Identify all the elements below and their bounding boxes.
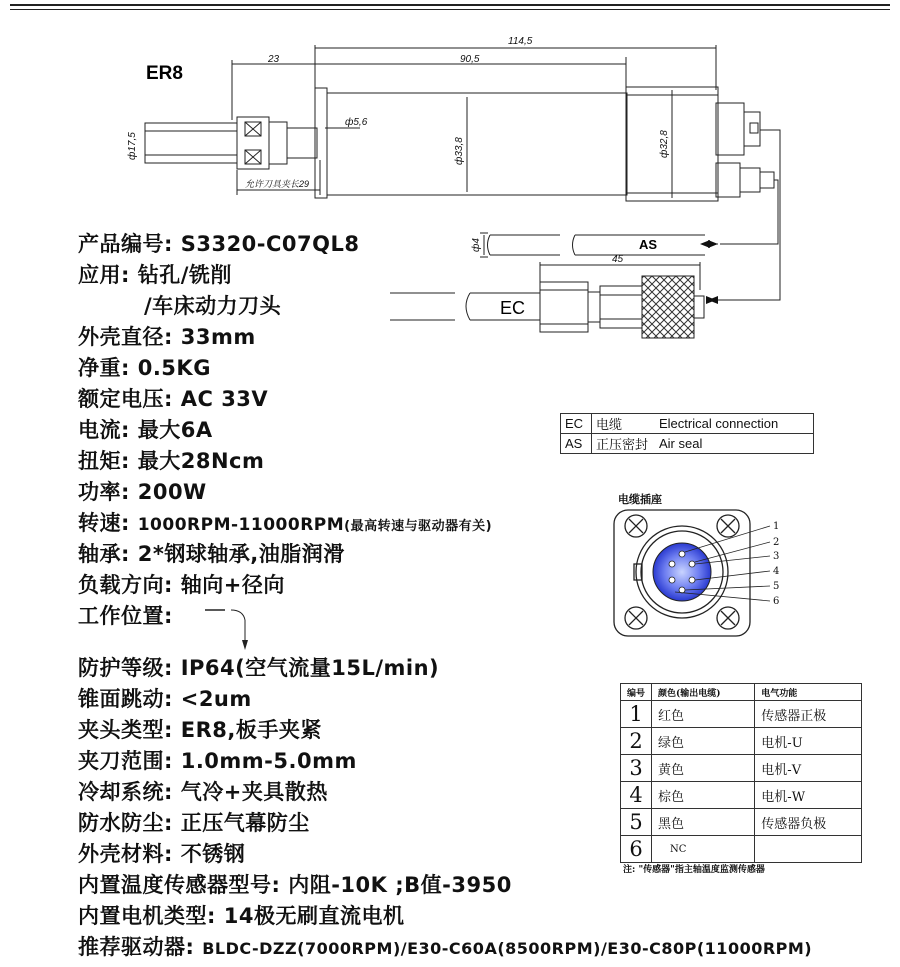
spec-row: 扭矩: 最大28Ncm — [78, 449, 265, 473]
spec-row: 夹刀范围: 1.0mm-5.0mm — [78, 749, 357, 773]
dim-body-dia: ф33,8 — [454, 137, 465, 165]
spec-row: 功率: 200W — [78, 480, 207, 504]
spec-row: 防护等级: IP64(空气流量15L/min) — [78, 656, 440, 680]
spec-row: 外壳直径: 33mm — [78, 325, 256, 349]
header-color: 颜色(输出电缆) — [652, 684, 755, 701]
pin-label-5: 5 — [773, 581, 780, 592]
dim-overall: 114,5 — [508, 36, 533, 47]
pin-label-4: 4 — [773, 566, 780, 577]
legend-code: EC — [561, 414, 592, 434]
legend-cn: 电缆 — [592, 414, 656, 434]
connector-title: 电缆插座 — [618, 493, 662, 506]
table-row: 3 黄色 电机-V — [621, 755, 862, 782]
pin-assignment-table — [620, 683, 862, 863]
spec-row: 推荐驱动器: BLDC-DZZ(7000RPM)/E30-C60A(8500RPM)/E30-C80P(11000RPM) — [78, 935, 813, 959]
table-row: 4 棕色 电机-W — [621, 782, 862, 809]
spec-row: 防水防尘: 正压气幕防尘 — [78, 811, 310, 835]
spec-row: 锥面跳动: <2um — [78, 687, 252, 711]
spec-row: 转速: 1000RPM-11000RPM(最高转速与驱动器有关) — [78, 511, 493, 535]
legend-en: Air seal — [655, 434, 814, 454]
spec-row: 轴承: 2*钢球轴承,油脂润滑 — [78, 542, 345, 566]
table-row: 2 绿色 电机-U — [621, 728, 862, 755]
spec-row: 额定电压: AC 33V — [78, 387, 269, 411]
table-row: 5 黑色 传感器负极 — [621, 809, 862, 836]
pin-table-note: 注: "传感器"指主轴温度监测传感器 — [623, 865, 765, 875]
pin-label-1: 1 — [773, 521, 780, 532]
pin-table-header — [621, 684, 862, 701]
pin-label-6: 6 — [773, 596, 780, 607]
header-func: 电气功能 — [755, 684, 862, 701]
connection-legend — [560, 413, 814, 454]
speed-note: (最高转速与驱动器有关) — [344, 519, 493, 534]
label-ec: EC — [500, 298, 526, 318]
spec-row: 产品编号: S3320-C07QL8 — [78, 232, 360, 256]
legend-en: Electrical connection — [655, 414, 814, 434]
spec-row: 冷却系统: 气冷+夹具散热 — [78, 780, 328, 804]
header-num: 编号 — [621, 684, 652, 701]
spec-row: 负载方向: 轴向+径向 — [78, 573, 285, 597]
pin-label-2: 2 — [773, 537, 780, 548]
dim-rear-dia: ф32,8 — [659, 130, 670, 158]
dim-body-len: 90,5 — [460, 54, 480, 65]
dim-shank-dia: ф17,5 — [127, 132, 138, 160]
dim-clamp-len: 允许刀具夹长29 — [245, 179, 310, 189]
spec-row: 内置温度传感器型号: 内阻-10K ;B值-3950 — [78, 873, 512, 897]
spec-row: 外壳材料: 不锈钢 — [78, 842, 246, 866]
spec-row: 应用: 钻孔/铣削 — [78, 263, 232, 287]
dim-left-len: 23 — [268, 54, 280, 65]
pin-label-3: 3 — [773, 551, 780, 562]
connector-socket-diagram — [610, 506, 810, 646]
table-row: 6 NC — [621, 836, 862, 863]
dim-small-dia: ф5,6 — [345, 117, 368, 128]
dim-connector-len: 45 — [612, 254, 624, 265]
spec-row: 电流: 最大6A — [78, 418, 213, 442]
drawing-title: ER8 — [146, 63, 183, 84]
spec-row: 净重: 0.5KG — [78, 356, 211, 380]
spec-row: /车床动力刀头 — [144, 294, 282, 318]
legend-code: AS — [561, 434, 592, 454]
dim-hose-dia: ф4 — [471, 238, 482, 252]
legend-cn: 正压密封 — [592, 434, 656, 454]
spec-row: 工作位置: — [78, 600, 173, 630]
legend-row — [561, 414, 814, 434]
work-position-icon — [203, 604, 263, 654]
label-as: AS — [639, 237, 658, 252]
table-row: 1 红色 传感器正极 — [621, 701, 862, 728]
spec-row: 内置电机类型: 14极无刷直流电机 — [78, 904, 405, 928]
legend-row — [561, 434, 814, 454]
spec-row: 夹头类型: ER8,板手夹紧 — [78, 718, 322, 742]
